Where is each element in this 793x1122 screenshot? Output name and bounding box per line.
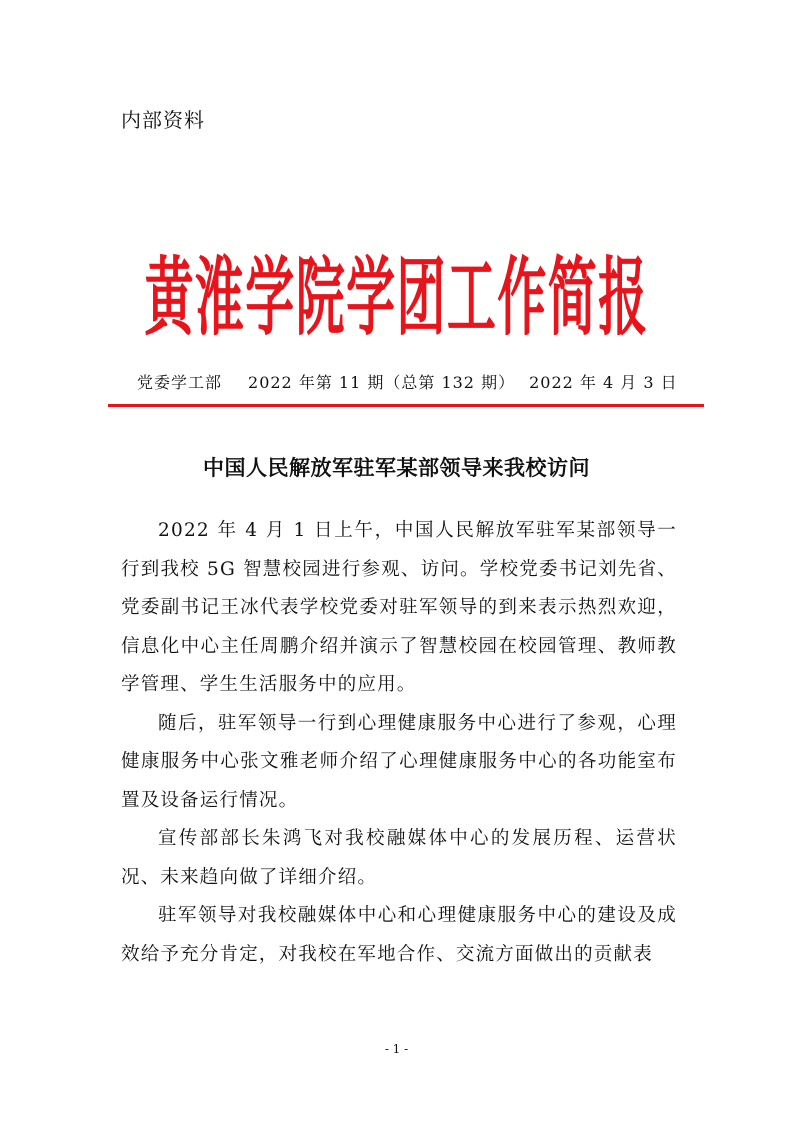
issue-date: 2022 年 4 月 3 日 bbox=[529, 373, 678, 392]
header-divider bbox=[108, 404, 704, 407]
department-label: 党委学工部 bbox=[137, 373, 223, 392]
paragraph: 宣传部部长朱鸿飞对我校融媒体中心的发展历程、运营状况、未来趋向做了详细介绍。 bbox=[121, 828, 677, 888]
confidential-label: 内部资料 bbox=[121, 108, 205, 132]
issue-number: 2022 年第 11 期（总第 132 期） bbox=[248, 373, 516, 392]
article-title: 中国人民解放军驻军某部领导来我校访问 bbox=[203, 455, 590, 480]
paragraph: 随后，驻军领导一行到心理健康服务中心进行了参观，心理健康服务中心张文雅老师介绍了心理健康服务中心的各功能室布置及设备运行情况。 bbox=[121, 712, 677, 811]
article-body bbox=[121, 512, 677, 974]
paragraph: 2022 年 4 月 1 日上午，中国人民解放军驻军某部领导一行到我校 5G 智慧校园进行参观、访问。学校党委书记刘先省、党委副书记王冰代表学校党委对驻军领导的到来表示热烈欢迎，信息化中心主任周鹏介绍并演示了智慧校园在校园管理、教师教学管理、学生生活服务中的应用。 bbox=[121, 520, 677, 695]
page-number: - 1 - bbox=[384, 1042, 409, 1056]
issue-info-line bbox=[137, 370, 697, 393]
paragraph: 驻军领导对我校融媒体中心和心理健康服务中心的建设及成效给予充分肯定，对我校在军地合作、交流方面做出的贡献表 bbox=[121, 905, 677, 965]
masthead-title: 黄淮学院学团工作简报 bbox=[144, 248, 649, 348]
